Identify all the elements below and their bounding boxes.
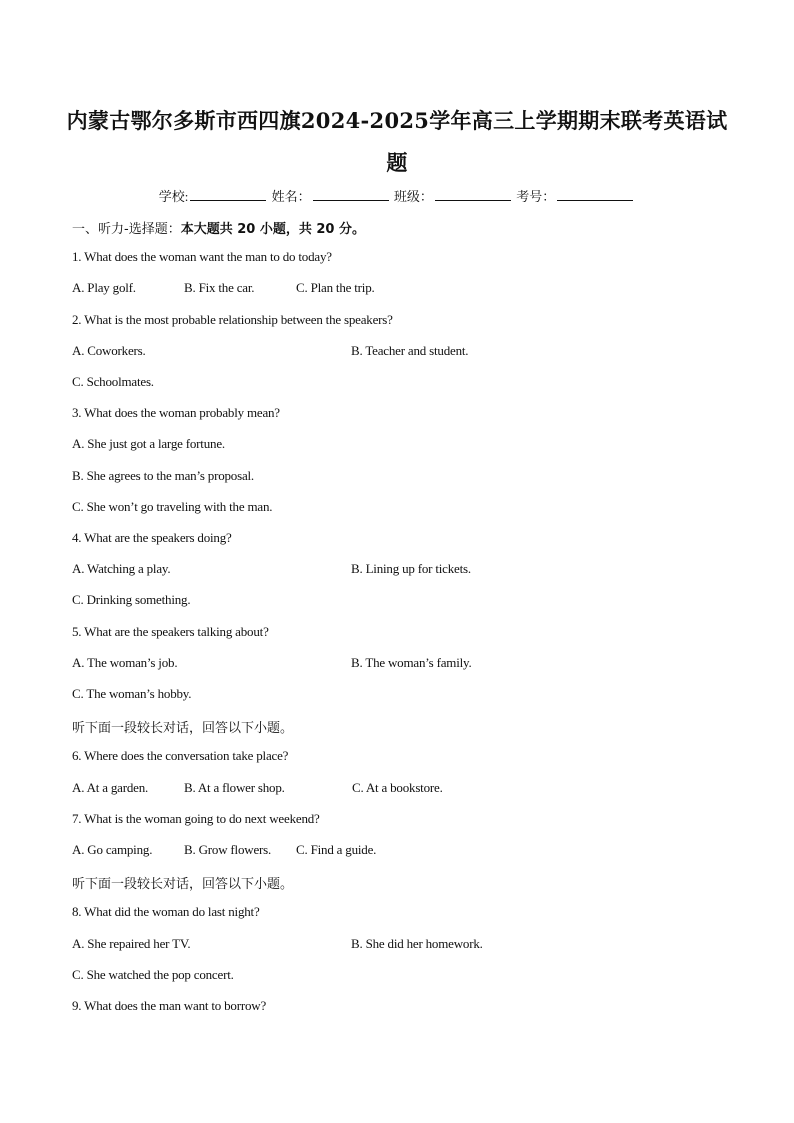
option: C. She won’t go traveling with the man. — [72, 499, 273, 514]
name-blank[interactable] — [313, 188, 389, 201]
option: B. At a flower shop. — [184, 780, 285, 795]
exam-number-label: 考号： — [516, 189, 556, 204]
option: C. At a bookstore. — [352, 780, 443, 795]
question-stem: 3. What does the woman probably mean? — [72, 405, 280, 420]
school-blank[interactable] — [190, 188, 266, 201]
option: A. Coworkers. — [72, 343, 146, 358]
class-blank[interactable] — [435, 188, 511, 201]
option: A. Play golf. — [72, 280, 136, 295]
option: A. She just got a large fortune. — [72, 436, 225, 451]
question-stem: 5. What are the speakers talking about? — [72, 624, 269, 639]
question-stem: 8. What did the woman do last night? — [72, 904, 260, 919]
page-title: 内蒙古鄂尔多斯市西四旗2024-2025学年高三上学期期末联考英语试题 — [66, 108, 728, 175]
question-stem: 2. What is the most probable relationship between the speakers? — [72, 312, 393, 327]
option: B. The woman’s family. — [351, 655, 472, 670]
option: B. Fix the car. — [184, 280, 255, 295]
option: A. Go camping. — [72, 842, 153, 857]
option: C. Plan the trip. — [296, 280, 375, 295]
question-stem: 4. What are the speakers doing? — [72, 530, 232, 545]
option: B. Teacher and student. — [351, 343, 469, 358]
school-label: 学校: — [158, 189, 189, 204]
question-stem: 7. What is the woman going to do next weekend? — [72, 811, 320, 826]
option: A. Watching a play. — [72, 561, 171, 576]
option: B. She agrees to the man’s proposal. — [72, 468, 254, 483]
option: C. Find a guide. — [296, 842, 377, 857]
section-description: 本大题共 20 小题，共 20 分。 — [180, 222, 365, 237]
instruction-text: 听下面一段较长对话，回答以下小题。 — [72, 721, 294, 736]
question-stem: 1. What does the woman want the man to do today? — [72, 249, 332, 264]
class-label: 班级： — [393, 189, 433, 204]
instruction-text: 听下面一段较长对话，回答以下小题。 — [72, 877, 294, 892]
exam-number-blank[interactable] — [557, 188, 633, 201]
question-stem: 9. What does the man want to borrow? — [72, 998, 267, 1013]
student-info-line — [0, 186, 794, 205]
section-heading — [72, 218, 365, 237]
option: A. She repaired her TV. — [72, 936, 191, 951]
option: C. The woman’s hobby. — [72, 686, 192, 701]
option: C. Drinking something. — [72, 592, 191, 607]
option: B. Grow flowers. — [184, 842, 272, 857]
name-label: 姓名： — [271, 189, 311, 204]
option: B. She did her homework. — [351, 936, 483, 951]
question-stem: 6. Where does the conversation take place? — [72, 748, 289, 763]
option: C. Schoolmates. — [72, 374, 154, 389]
option: A. The woman’s job. — [72, 655, 178, 670]
section-prefix: 一、听力-选择题： — [72, 222, 181, 237]
option: C. She watched the pop concert. — [72, 967, 234, 982]
option: B. Lining up for tickets. — [351, 561, 471, 576]
option: A. At a garden. — [72, 780, 149, 795]
